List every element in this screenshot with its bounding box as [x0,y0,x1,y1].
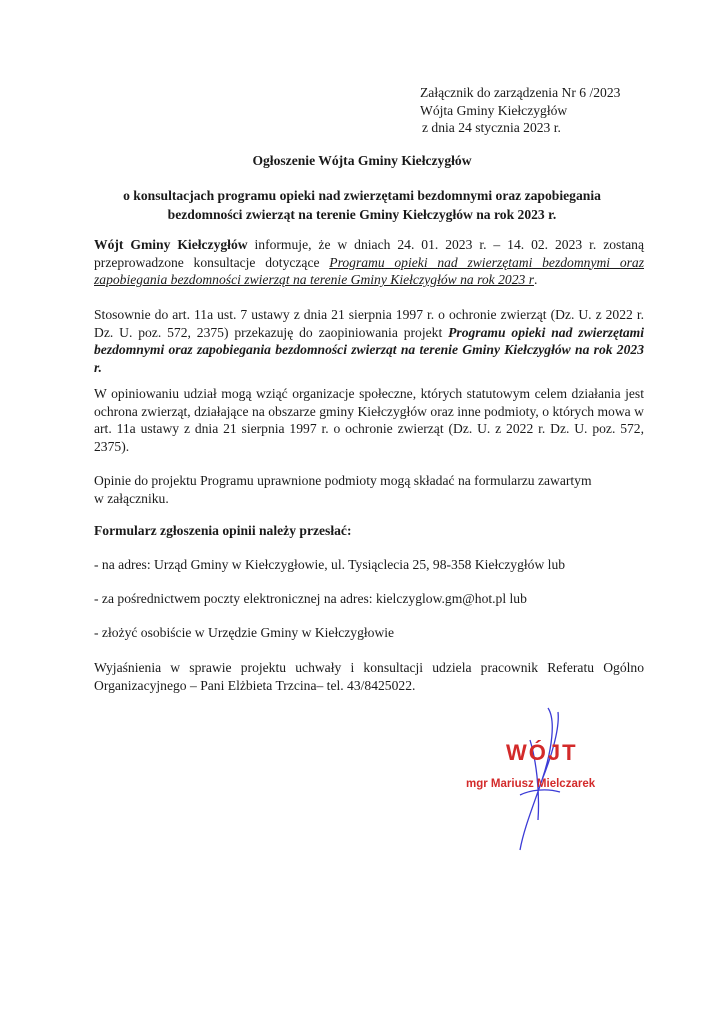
subtitle-line-1: o konsultacjach programu opieki nad zwierzętami bezdomnymi oraz zapobiegania [123,188,601,203]
list-item-in-person: - złożyć osobiście w Urzędzie Gminy w Kiełczygłowie [94,625,395,640]
para1-bold: Wójt Gminy Kiełczygłów [94,237,248,252]
paragraph-3: W opiniowaniu udział mogą wziąć organizacje społeczne, których statutowym celem działania jest ochrona zwierząt, działające na obszarze gminy Kiełczygłów oraz inne podmioty, o których mowa w art. 11a ustawy z dnia 21 sierpnia 1997 r. o ochronie zwierząt (Dz. U. z 2022 r. Dz. U. poz. 572, 2375). [94,386,644,454]
attachment-line-2: Wójta Gminy Kiełczygłów [420,102,568,118]
announcement-title: Ogłoszenie Wójta Gminy Kiełczygłów [252,153,472,168]
para1-end: . [534,272,538,287]
announcement-subtitle [0,186,724,224]
para2-program-title: Programu opieki nad zwierzętami bezdomnymi oraz zapobiegania bezdomności zwierząt na terenie Gminy Kiełczygłów na rok 2023 r. [94,324,644,375]
para1-program-title: Programu opieki nad zwierzętami bezdomnymi oraz zapobiegania bezdomności zwierząt na terenie Gminy Kiełczygłów na rok 2023 r [94,254,644,287]
list-item-address: - na adres: Urząd Gminy w Kiełczygłowie, ul. Tysiąclecia 25, 98-358 Kiełczygłów lub [94,557,566,572]
subtitle-line-2: bezdomności zwierząt na terenie Gminy Kiełczygłów na rok 2023 r. [167,207,557,222]
stamp-title: WÓJT [506,740,578,765]
form-heading: Formularz zgłoszenia opinii należy przesłać: [94,523,352,538]
attachment-line-1: Załącznik do zarządzenia Nr 6 /2023 [420,85,621,100]
attachment-line-3: z dnia 24 stycznia 2023 r. [422,120,561,135]
para4-line-2: w załączniku. [94,490,169,506]
paragraph-5: Wyjaśnienia w sprawie projektu uchwały i konsultacji udziela pracownik Referatu Ogólno Organizacyjnego – Pani Elżbieta Trzcina– tel. 43/8425022. [94,660,644,693]
stamp-name: mgr Mariusz Mielczarek [466,778,596,790]
paragraph-4 [94,472,644,507]
list-item-email: - za pośrednictwem poczty elektronicznej na adres: kielczyglow.gm@hot.pl lub [94,591,527,606]
para2-text: Stosownie do art. 11a ust. 7 ustawy z dnia 21 sierpnia 1997 r. o ochronie zwierząt (Dz. U. z 2022 r. Dz. U. poz. 572, 2375) przekazuję do zaopiniowania projekt [94,307,644,340]
attachment-note [420,84,620,137]
para4-line-1: Opinie do projektu Programu uprawnione podmioty mogą składać na formularzu zawartym [94,473,592,488]
para1-text: informuje, że w dniach 24. 01. 2023 r. – 14. 02. 2023 r. zostaną przeprowadzone konsultacje dotyczące [94,237,644,270]
paragraph-1 [94,236,644,289]
paragraph-2 [94,306,644,376]
